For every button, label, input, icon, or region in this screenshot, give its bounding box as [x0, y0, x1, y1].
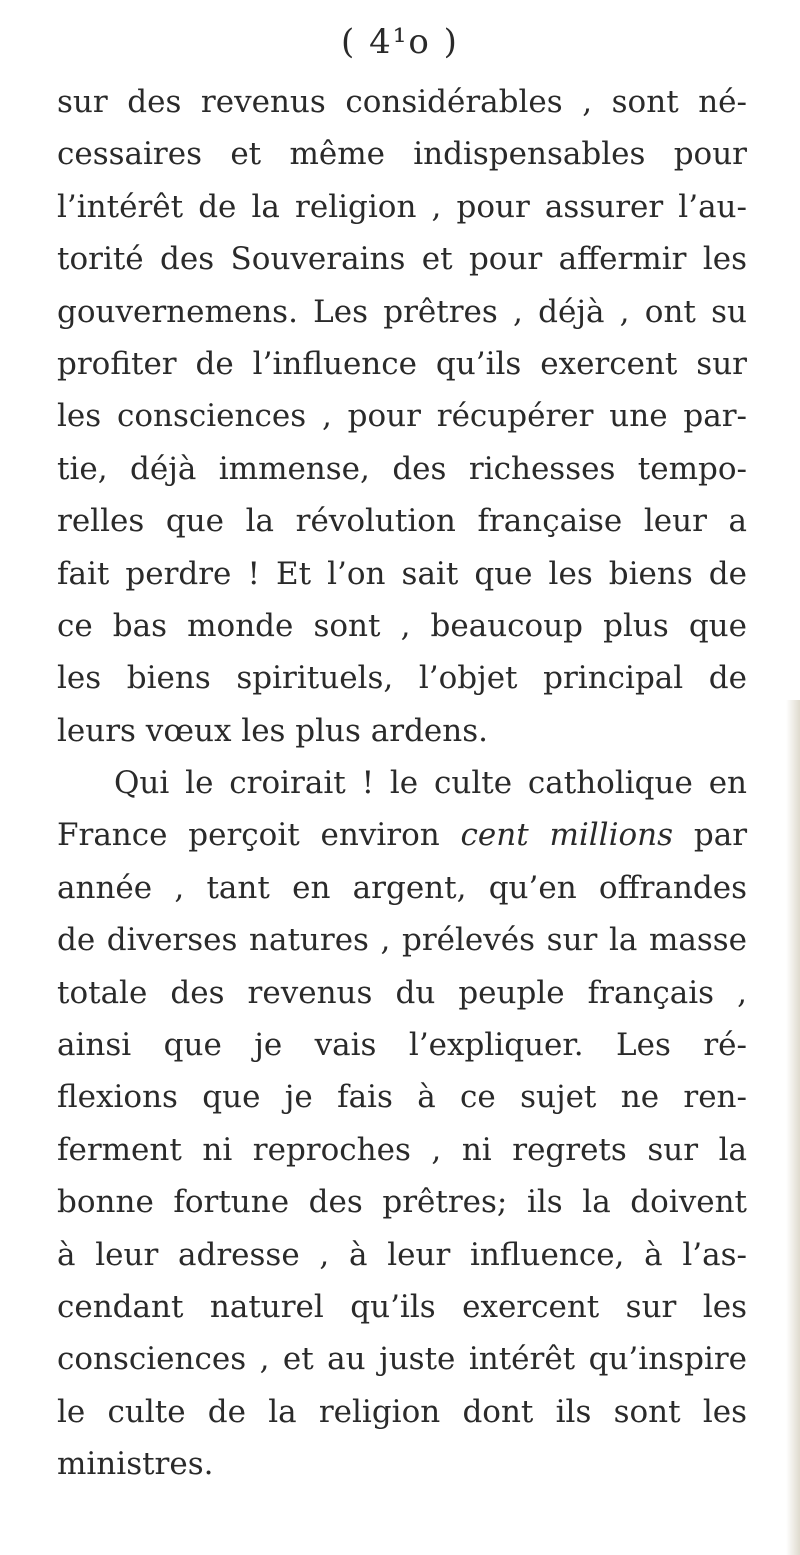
text-line: profiter de l’influence qu’ils exercent sur	[57, 345, 747, 382]
body-text	[57, 76, 747, 1491]
text-line: l’intérêt de la religion , pour assurer l’au-	[57, 188, 747, 225]
text-line: torité des Souverains et pour affermir les	[57, 241, 747, 278]
text-line: à leur adresse , à leur influence, à l’as-	[57, 1236, 747, 1273]
text-line-paragraph-start: Qui le croirait ! le culte catholique en	[114, 765, 747, 802]
text-line: cendant naturel qu’ils exercent sur les	[57, 1288, 747, 1325]
text-line: totale des revenus du peuple français ,	[57, 974, 747, 1011]
text-line: année , tant en argent, qu’en offrandes	[57, 869, 747, 906]
text-segment: France perçoit environ	[57, 817, 461, 854]
text-line: de diverses natures , prélevés sur la masse	[57, 922, 747, 959]
text-line: tie, déjà immense, des richesses tempo-	[57, 450, 747, 487]
page-number: ( 4¹o )	[341, 22, 459, 62]
text-line: gouvernemens. Les prêtres , déjà , ont su	[57, 293, 747, 330]
text-line: ainsi que je vais l’expliquer. Les ré-	[57, 1027, 747, 1064]
text-line: sur des revenus considérables , sont né-	[57, 84, 747, 120]
text-line-with-emphasis	[57, 809, 747, 861]
text-segment: par	[673, 817, 748, 854]
text-line: fait perdre ! Et l’on sait que les biens de	[57, 555, 747, 592]
text-line-last: ministres.	[57, 1446, 214, 1483]
text-line: le culte de la religion dont ils sont les	[57, 1393, 747, 1430]
emphasis-cent-millions: cent millions	[460, 817, 674, 854]
text-line: consciences , et au juste intérêt qu’inspire	[57, 1341, 747, 1378]
text-line: bonne fortune des prêtres; ils la doivent	[57, 1184, 747, 1221]
text-line: ce bas monde sont , beaucoup plus que	[57, 607, 747, 644]
text-line: les biens spirituels, l’objet principal de	[57, 660, 747, 697]
text-line: relles que la révolution française leur a	[57, 503, 747, 540]
text-line: ferment ni reproches , ni regrets sur la	[57, 1131, 747, 1168]
page-edge-shadow	[786, 700, 800, 1555]
text-line: les consciences , pour récupérer une par-	[57, 398, 747, 435]
text-line: flexions que je fais à ce sujet ne ren-	[57, 1079, 747, 1116]
text-line: cessaires et même indispensables pour	[57, 136, 747, 173]
text-line-paragraph-end: leurs vœux les plus ardens.	[57, 712, 489, 749]
